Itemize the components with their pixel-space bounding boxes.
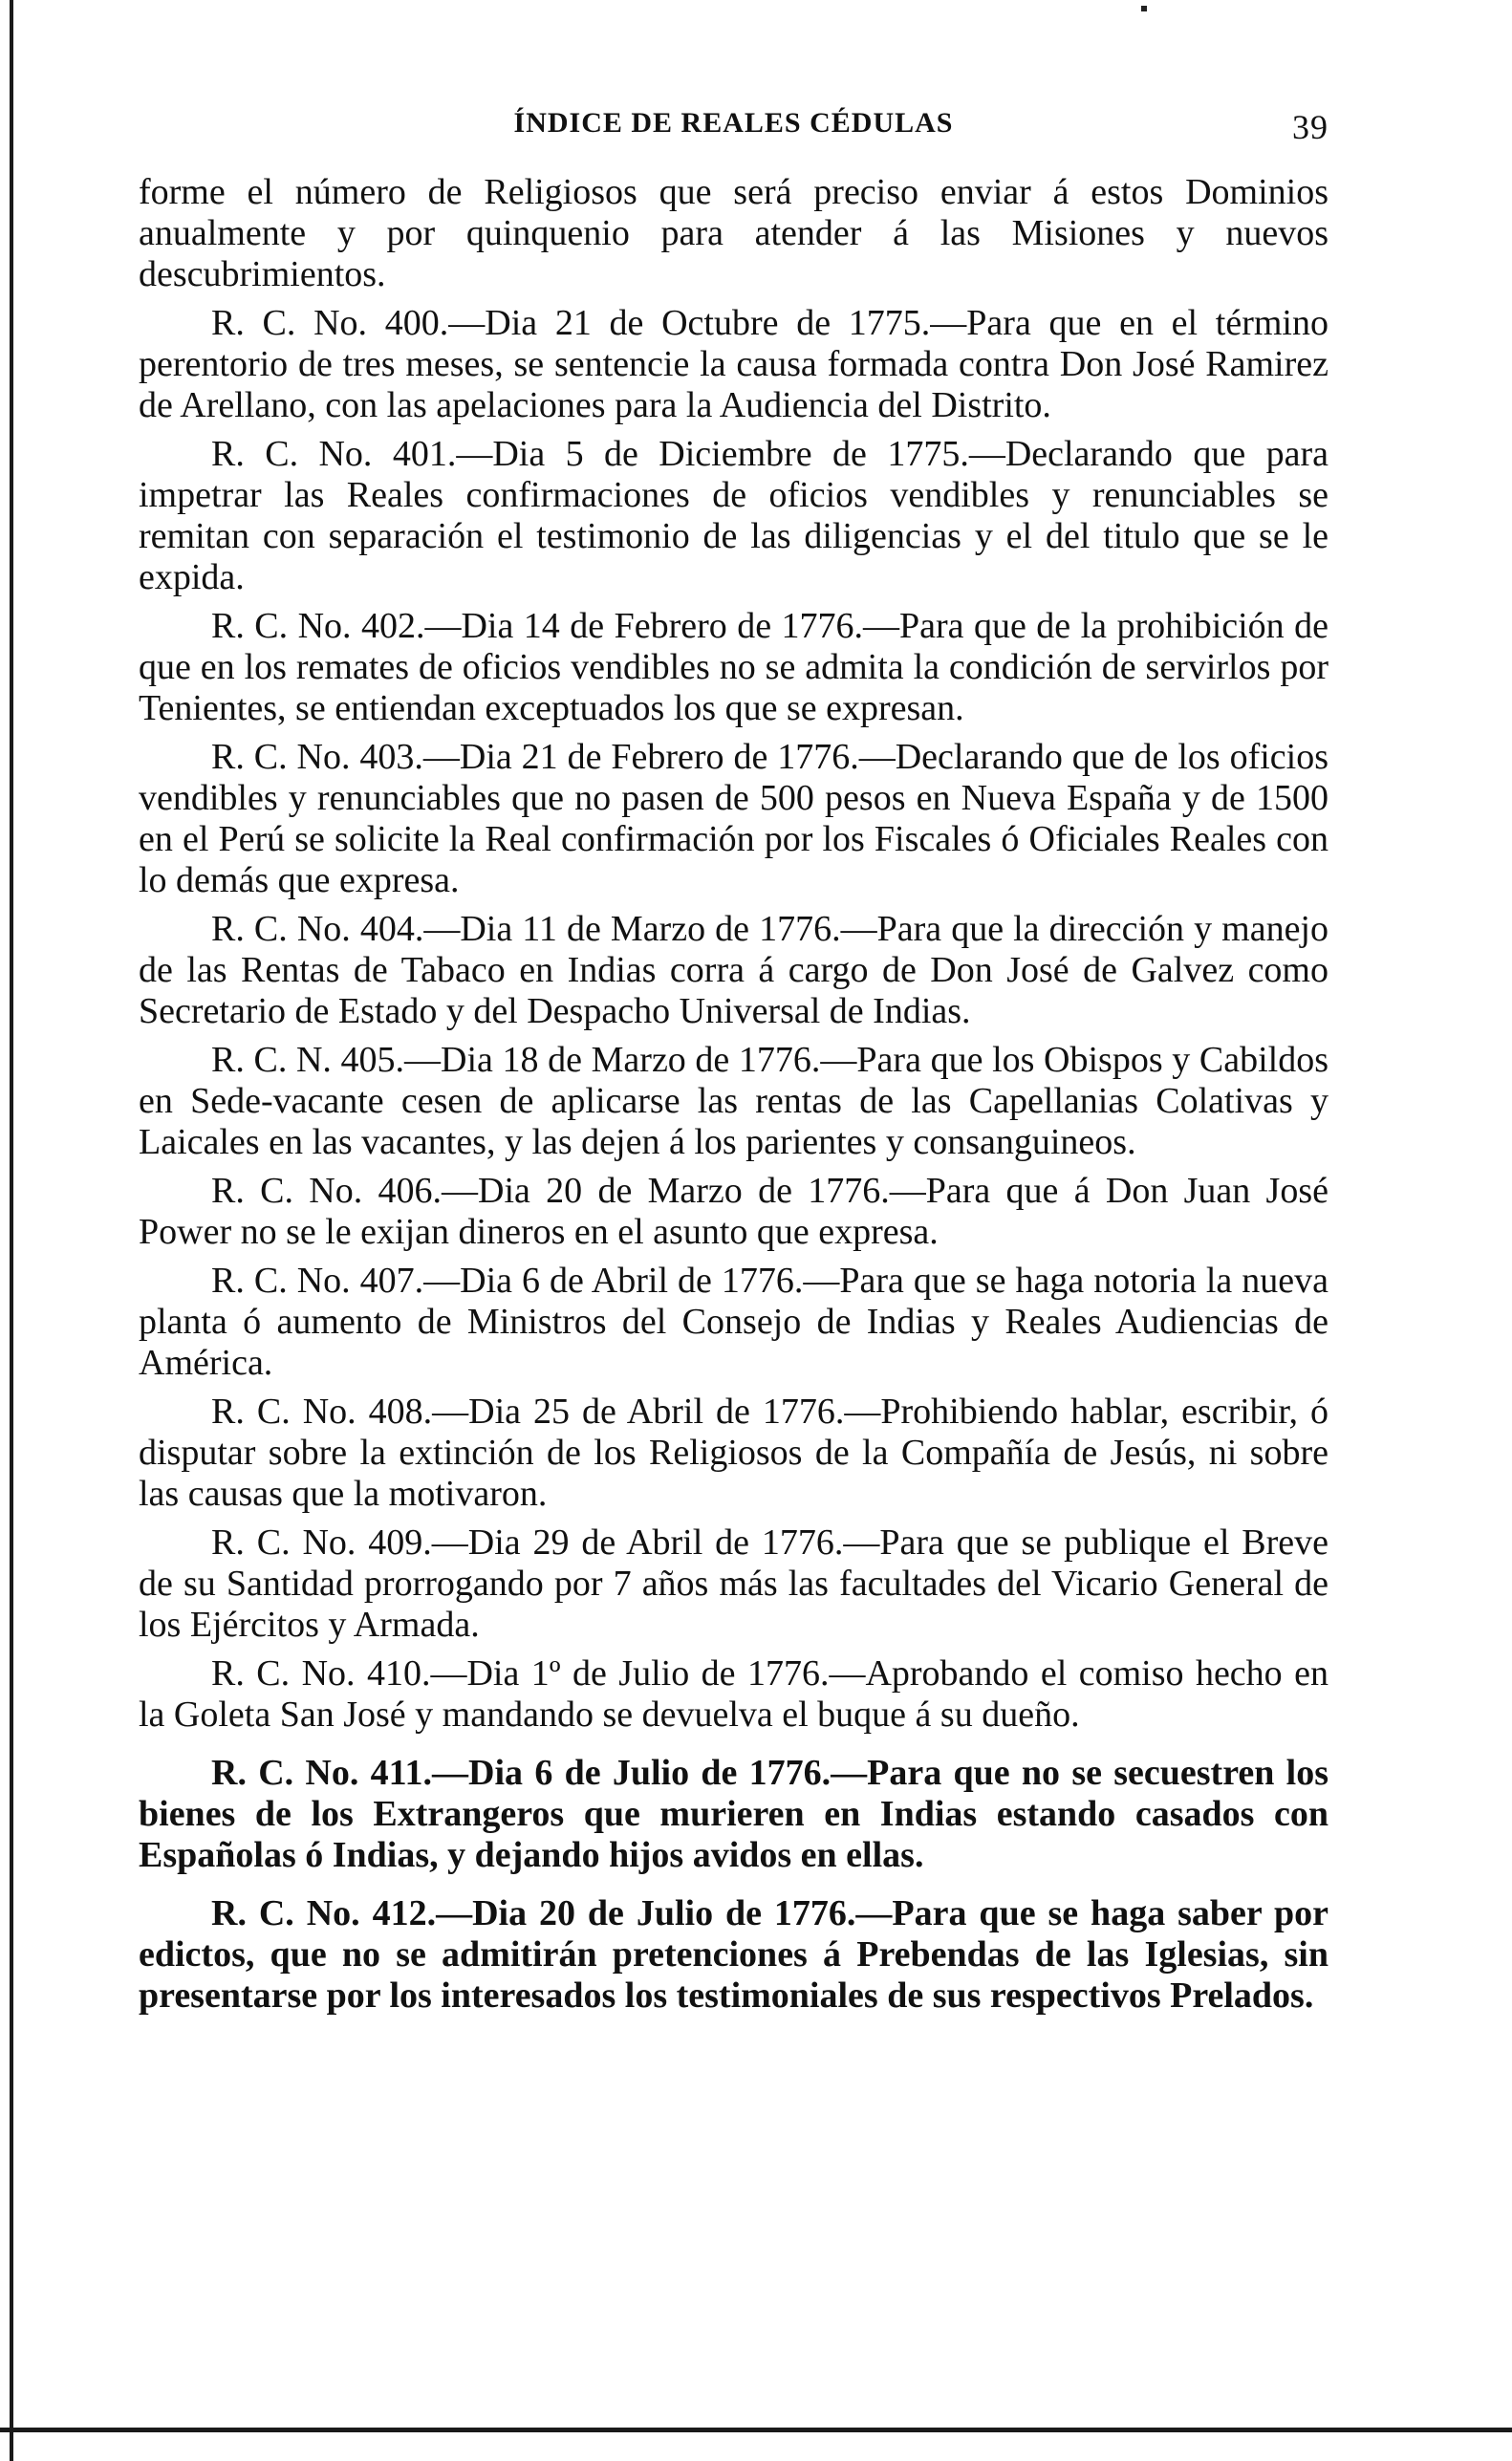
entry-403: R. C. No. 403.—Dia 21 de Febrero de 1776.—Declarando que de los oficios vendibles y renunciables que no pasen de 500 pesos en Nueva España y de 1500 en el Perú se solicite la Real confirmación por los Fiscales ó Oficiales Reales con lo demás que expresa. xyxy=(139,737,1328,900)
bottom-margin-rule xyxy=(0,2428,1512,2432)
running-header xyxy=(139,107,1328,145)
entry-402: R. C. No. 402.—Dia 14 de Febrero de 1776.—Para que de la prohibición de que en los remates de oficios vendibles no se admita la condición de servirlos por Tenientes, se entiendan exceptuados los que se expresan. xyxy=(139,606,1328,728)
running-title: ÍNDICE DE REALES CÉDULAS xyxy=(513,107,954,139)
entry-412: R. C. No. 412.—Dia 20 de Julio de 1776.—Para que se haga saber por edictos, que no se admitirán pretenciones á Prebendas de las Iglesias, sin presentarse por los interesados los testimoniales de sus respectivos Prelados. xyxy=(139,1893,1328,2016)
entry-400: R. C. No. 400.—Dia 21 de Octubre de 1775.—Para que en el término perentorio de tres meses, se sentencie la causa formada contra Don José Ramirez de Arellano, con las apelaciones para la Audiencia del Distrito. xyxy=(139,303,1328,425)
left-margin-rule xyxy=(10,0,13,2461)
entry-409: R. C. No. 409.—Dia 29 de Abril de 1776.—Para que se publique el Breve de su Santidad prorrogando por 7 años más las facultades del Vicario General de los Ejércitos y Armada. xyxy=(139,1522,1328,1645)
entry-411: R. C. No. 411.—Dia 6 de Julio de 1776.—Para que no se secuestren los bienes de los Extrangeros que murieren en Indias estando casados con Españolas ó Indias, y dejando hijos avidos en ellas. xyxy=(139,1753,1328,1875)
page-number: 39 xyxy=(1292,108,1328,146)
entry-408: R. C. No. 408.—Dia 25 de Abril de 1776.—Prohibiendo hablar, escribir, ó disputar sobre la extinción de los Religiosos de la Compañía de Jesús, ni sobre las causas que la motivaron. xyxy=(139,1392,1328,1514)
paragraph-continuation: forme el número de Religiosos que será preciso enviar á estos Dominios anualmente y por quinquenio para atender á las Misiones y nuevos descubrimientos. xyxy=(139,172,1328,294)
body-text xyxy=(139,172,1328,2024)
entry-407: R. C. No. 407.—Dia 6 de Abril de 1776.—Para que se haga notoria la nueva planta ó aumento de Ministros del Consejo de Indias y Reales Audiencias de América. xyxy=(139,1261,1328,1383)
top-print-mark xyxy=(1141,6,1147,11)
entry-401: R. C. No. 401.—Dia 5 de Diciembre de 1775.—Declarando que para impetrar las Reales confirmaciones de oficios vendibles y renunciables se remitan con separación el testimonio de las diligencias y el del titulo que se le expida. xyxy=(139,434,1328,597)
entry-410: R. C. No. 410.—Dia 1º de Julio de 1776.—Aprobando el comiso hecho en la Goleta San José y mandando se devuelva el buque á su dueño. xyxy=(139,1653,1328,1735)
entry-406: R. C. No. 406.—Dia 20 de Marzo de 1776.—Para que á Don Juan José Power no se le exijan dineros en el asunto que expresa. xyxy=(139,1171,1328,1252)
entry-405: R. C. N. 405.—Dia 18 de Marzo de 1776.—Para que los Obispos y Cabildos en Sede-vacante cesen de aplicarse las rentas de las Capellanias Colativas y Laicales en las vacantes, y las dejen á los parientes y consanguineos. xyxy=(139,1040,1328,1162)
entry-404: R. C. No. 404.—Dia 11 de Marzo de 1776.—Para que la dirección y manejo de las Rentas de Tabaco en Indias corra á cargo de Don José de Galvez como Secretario de Estado y del Despacho Universal de Indias. xyxy=(139,909,1328,1031)
